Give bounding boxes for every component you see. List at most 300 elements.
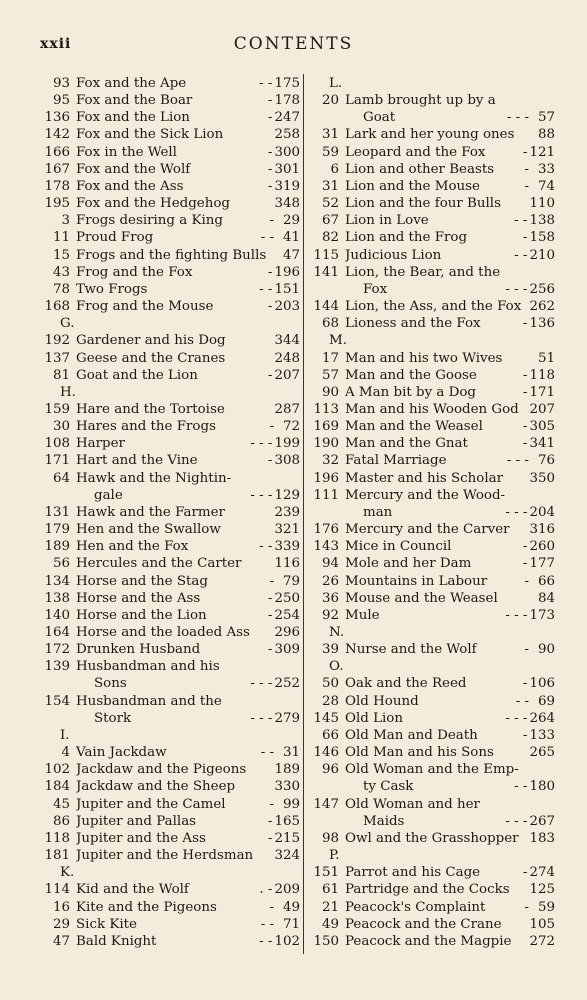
section-letter: L. <box>329 76 343 91</box>
entry-title: Old Hound <box>345 693 419 709</box>
contents-entry <box>36 521 300 538</box>
fable-number: 154 <box>44 693 70 709</box>
page-reference: 76 <box>537 453 555 469</box>
fable-number: 98 <box>321 830 339 846</box>
fable-number: 195 <box>44 196 70 212</box>
page-reference: 84 <box>537 590 555 606</box>
leader-dots: - <box>267 110 273 126</box>
entry-title: Old Lion <box>345 710 403 726</box>
entry-title: Lamb brought up by a <box>345 93 496 109</box>
contents-entry <box>305 641 555 658</box>
entry-continuation <box>305 109 555 126</box>
leader-dots: - <box>267 830 273 846</box>
contents-entry <box>305 933 555 950</box>
page-reference: 209 <box>274 882 300 898</box>
fable-number: 61 <box>321 882 339 898</box>
entry-title: Hares and the Frogs <box>76 419 216 435</box>
page-reference: 178 <box>274 93 300 109</box>
contents-entry <box>36 624 300 641</box>
leader-dots: - <box>267 642 273 658</box>
fable-number: 6 <box>330 161 339 177</box>
page-reference: 254 <box>274 607 300 623</box>
fable-number: 32 <box>321 453 339 469</box>
contents-entry <box>36 796 300 813</box>
page-reference: 105 <box>529 916 555 932</box>
leader-dots: - <box>522 727 528 743</box>
entry-title: Jupiter and Pallas <box>76 813 197 829</box>
leader-dots: - - <box>259 933 273 949</box>
contents-entry <box>36 555 300 572</box>
page-reference: 116 <box>274 556 300 572</box>
fable-number: 190 <box>313 436 339 452</box>
fable-number: 96 <box>321 762 339 778</box>
page-reference: 204 <box>529 504 555 520</box>
page-reference <box>531 487 555 504</box>
contents-entry <box>36 161 300 178</box>
contents-entry <box>305 573 555 590</box>
fable-number: 143 <box>313 539 339 555</box>
entry-title: Leopard and the Fox <box>345 144 486 160</box>
contents-entry <box>36 538 300 555</box>
entry-title: Jupiter and the Camel <box>76 796 226 812</box>
fable-number: 184 <box>44 779 70 795</box>
page-reference: 88 <box>537 127 555 143</box>
page-reference: 300 <box>274 144 300 160</box>
entry-title: Man and the Gnat <box>345 436 468 452</box>
page-reference: 41 <box>282 230 300 246</box>
contents-entry <box>36 658 300 675</box>
entry-title: Old Man and Death <box>345 727 478 743</box>
fable-number: 3 <box>61 213 70 229</box>
entry-title: Mountains in Labour <box>345 573 488 589</box>
entry-title: Fox and the Ape <box>76 76 187 91</box>
entry-title: Jackdaw and the Sheep <box>76 779 236 795</box>
leader-dots: - <box>522 144 528 160</box>
fable-number: 115 <box>313 247 339 263</box>
leader-dots: - <box>522 436 528 452</box>
contents-entry <box>36 92 300 109</box>
leader-dots: - - <box>514 213 528 229</box>
entry-continuation <box>305 281 555 298</box>
page-reference: 102 <box>274 933 300 949</box>
fable-number: 118 <box>44 830 70 846</box>
entry-title: Oak and the Reed <box>345 676 467 692</box>
contents-entry <box>36 761 300 778</box>
fable-number: 114 <box>44 882 70 898</box>
fable-number: 176 <box>313 522 339 538</box>
page-title: CONTENTS <box>233 34 354 54</box>
fable-number: 108 <box>44 436 70 452</box>
page-reference <box>531 264 555 281</box>
section-letter: K. <box>60 865 75 881</box>
entry-title: Bald Knight <box>76 933 157 949</box>
leader-dots: - <box>269 796 274 812</box>
leader-dots: - <box>267 607 273 623</box>
page-reference: 256 <box>529 281 555 297</box>
entry-title: Parrot and his Cage <box>345 865 481 881</box>
entry-title: Horse and the Stag <box>76 573 208 589</box>
contents-entry <box>36 144 300 161</box>
fable-number: 134 <box>44 573 70 589</box>
leader-dots: - <box>524 573 529 589</box>
leader-dots: - - <box>259 281 273 297</box>
fable-number: 150 <box>313 933 339 949</box>
entry-title: Lion and the Frog <box>345 230 468 246</box>
fable-number: 49 <box>321 916 339 932</box>
page-reference: 321 <box>274 522 300 538</box>
page-reference: 158 <box>529 230 555 246</box>
fable-number: 159 <box>44 401 70 417</box>
entry-title: A Man bit by a Dog <box>345 384 476 400</box>
fable-number: 45 <box>52 796 70 812</box>
page-reference <box>276 693 300 710</box>
leader-dots: - - <box>514 247 528 263</box>
entry-title: Peacock and the Magpie <box>345 933 512 949</box>
entry-title: Hawk and the Nightin- <box>76 470 232 486</box>
page-reference: 72 <box>282 419 300 435</box>
fable-number: 178 <box>44 178 70 194</box>
entry-title: Man and his Wooden God <box>345 401 519 417</box>
entry-title: Horse and the loaded Ass <box>76 625 250 640</box>
leader-dots: - - <box>259 539 273 555</box>
entry-continuation <box>36 710 300 727</box>
entry-title: Proud Frog <box>76 230 154 246</box>
fable-number: 21 <box>321 899 339 915</box>
page-reference: 74 <box>537 178 555 194</box>
entry-title: Goat <box>363 110 396 126</box>
fable-number: 90 <box>321 384 339 400</box>
entry-title: Hercules and the Carter <box>76 556 242 572</box>
page-reference: 215 <box>274 830 300 846</box>
entry-title: Gardener and his Dog <box>76 333 226 349</box>
fable-number: 4 <box>61 745 70 761</box>
leader-dots: - - <box>515 693 529 709</box>
fable-number: 56 <box>52 556 70 572</box>
contents-right-column <box>305 75 555 950</box>
contents-entry <box>36 418 300 435</box>
contents-entry <box>36 75 300 92</box>
fable-number: 39 <box>321 642 339 658</box>
leader-dots: - <box>267 161 273 177</box>
fable-number: 151 <box>313 865 339 881</box>
entry-title: Kite and the Pigeons <box>76 899 217 915</box>
entry-title: Fox and the Hedgehog <box>76 196 230 212</box>
contents-entry <box>305 607 555 624</box>
page-reference: 262 <box>529 299 555 315</box>
fable-number: 136 <box>44 110 70 126</box>
page-reference: 239 <box>274 504 300 520</box>
fable-number: 64 <box>52 470 70 486</box>
page-reference: 33 <box>537 161 555 177</box>
contents-entry <box>305 418 555 435</box>
contents-entry <box>305 212 555 229</box>
leader-dots: - <box>522 230 528 246</box>
fable-number: 93 <box>52 76 70 91</box>
fable-number: 139 <box>44 659 70 675</box>
entry-title: Owl and the Grasshopper <box>345 830 519 846</box>
fable-number: 81 <box>52 367 70 383</box>
section-letter: O. <box>329 659 344 675</box>
contents-entry <box>305 710 555 727</box>
page-reference: 165 <box>274 813 300 829</box>
fable-number: 28 <box>321 693 339 709</box>
contents-entry <box>36 435 300 452</box>
page-reference: 118 <box>529 367 555 383</box>
page-reference: 129 <box>274 487 300 503</box>
leader-dots: - <box>269 573 274 589</box>
fable-number: 137 <box>44 350 70 366</box>
entry-title: Man and the Goose <box>345 367 477 383</box>
page-reference: 301 <box>274 161 300 177</box>
entry-title: Stork <box>94 710 132 726</box>
fable-number: 102 <box>44 762 70 778</box>
entry-title: Husbandman and his <box>76 659 220 675</box>
entry-continuation <box>305 813 555 830</box>
contents-entry <box>305 229 555 246</box>
entry-title: Lark and her young ones <box>345 127 515 143</box>
contents-entry <box>305 367 555 384</box>
page-reference <box>531 92 555 109</box>
contents-entry <box>305 298 555 315</box>
leader-dots: - <box>267 264 273 280</box>
page-reference <box>531 761 555 778</box>
entry-title: Master and his Scholar <box>345 470 504 486</box>
leader-dots: - <box>522 316 528 332</box>
fable-number: 171 <box>44 453 70 469</box>
fable-number: 168 <box>44 299 70 315</box>
contents-entry <box>36 281 300 298</box>
entry-title: Mice in Council <box>345 539 452 555</box>
contents-entry <box>36 847 300 864</box>
leader-dots: - - - <box>505 813 528 829</box>
page-reference: 57 <box>537 110 555 126</box>
fable-number: 196 <box>313 470 339 486</box>
contents-entry <box>305 247 555 264</box>
contents-entry <box>36 813 300 830</box>
page-reference: 252 <box>274 676 300 692</box>
entry-continuation <box>305 778 555 795</box>
page-reference: 260 <box>529 539 555 555</box>
entry-continuation <box>36 675 300 692</box>
page-reference: 189 <box>274 762 300 778</box>
entry-title: Fox <box>363 281 388 297</box>
entry-title: Mole and her Dam <box>345 556 472 572</box>
contents-left-column <box>36 75 300 950</box>
page-reference: 258 <box>274 127 300 143</box>
entry-title: Kid and the Wolf <box>76 882 189 898</box>
entry-title: Geese and the Cranes <box>76 350 226 366</box>
fable-number: 15 <box>52 247 70 263</box>
contents-entry <box>36 367 300 384</box>
entry-title: Old Woman and her <box>345 796 480 812</box>
entry-title: Vain Jackdaw <box>76 745 167 761</box>
page-reference: 66 <box>537 573 555 589</box>
page-reference: 309 <box>274 642 300 658</box>
contents-entry <box>36 916 300 933</box>
contents-entry <box>36 830 300 847</box>
entry-title: Man and his two Wives <box>345 350 503 366</box>
fable-number: 57 <box>321 367 339 383</box>
page-reference: 207 <box>529 401 555 417</box>
page-reference: 171 <box>529 384 555 400</box>
leader-dots: - - - <box>250 710 273 726</box>
section-letter: N. <box>329 625 345 640</box>
leader-dots: - - - <box>505 281 528 297</box>
fable-number: 192 <box>44 333 70 349</box>
page-reference: 339 <box>274 539 300 555</box>
entry-title: Mouse and the Weasel <box>345 590 498 606</box>
fable-number: 181 <box>44 848 70 864</box>
leader-dots: - <box>267 144 273 160</box>
leader-dots: - <box>267 453 273 469</box>
page-reference: 344 <box>274 333 300 349</box>
contents-entry <box>305 916 555 933</box>
entry-title: Fatal Marriage <box>345 453 447 469</box>
contents-entry <box>305 521 555 538</box>
contents-entry <box>305 401 555 418</box>
page-reference: 133 <box>529 727 555 743</box>
contents-entry <box>305 470 555 487</box>
fable-number: 26 <box>321 573 339 589</box>
contents-entry <box>305 538 555 555</box>
contents-entry <box>305 830 555 847</box>
contents-entry <box>36 899 300 916</box>
page-reference <box>276 658 300 675</box>
contents-entry <box>36 641 300 658</box>
fable-number: 144 <box>313 299 339 315</box>
page-reference: 138 <box>529 213 555 229</box>
fable-number: 94 <box>321 556 339 572</box>
contents-entry <box>305 555 555 572</box>
entry-title: Drunken Husband <box>76 642 201 658</box>
leader-dots: - - - <box>506 110 529 126</box>
page-reference: 324 <box>274 848 300 864</box>
page-reference: 210 <box>529 247 555 263</box>
contents-entry <box>305 452 555 469</box>
page-reference: 79 <box>282 573 300 589</box>
fable-number: 145 <box>313 710 339 726</box>
entry-title: Lioness and the Fox <box>345 316 481 332</box>
contents-entry <box>36 881 300 898</box>
entry-title: Lion and other Beasts <box>345 161 495 177</box>
fable-number: 172 <box>44 642 70 658</box>
page-reference: 203 <box>274 299 300 315</box>
contents-entry <box>36 744 300 761</box>
fable-number: 92 <box>321 607 339 623</box>
entry-title: gale <box>94 487 123 503</box>
leader-dots: - - - <box>505 710 528 726</box>
fable-number: 11 <box>52 230 70 246</box>
page-reference: 207 <box>274 367 300 383</box>
fable-number: 113 <box>313 401 339 417</box>
entry-title: Lion in Love <box>345 213 429 229</box>
contents-entry <box>36 504 300 521</box>
fable-number: 167 <box>44 161 70 177</box>
entry-title: Fox and the Lion <box>76 110 190 126</box>
page-reference: 319 <box>274 178 300 194</box>
leader-dots: - <box>522 676 528 692</box>
leader-dots: - <box>524 161 529 177</box>
leader-dots: - <box>269 419 274 435</box>
contents-entry <box>36 298 300 315</box>
entry-title: Sons <box>94 676 127 692</box>
contents-entry <box>305 144 555 161</box>
entry-title: Nurse and the Wolf <box>345 642 477 658</box>
entry-title: Hen and the Swallow <box>76 522 221 538</box>
page-reference: 151 <box>274 281 300 297</box>
fable-number: 86 <box>52 813 70 829</box>
fable-number: 95 <box>52 93 70 109</box>
leader-dots: - <box>524 899 529 915</box>
contents-entry <box>305 796 555 813</box>
leader-dots: - - <box>260 745 274 761</box>
page-reference: 199 <box>274 436 300 452</box>
entry-title: Lion and the four Bulls <box>345 196 501 212</box>
entry-title: Hawk and the Farmer <box>76 504 225 520</box>
leader-dots: - <box>267 813 273 829</box>
page-reference: 175 <box>274 76 300 91</box>
entry-title: Man and the Weasel <box>345 419 483 435</box>
section-letter: M. <box>329 333 347 349</box>
contents-entry <box>305 178 555 195</box>
entry-title: Mule <box>345 607 380 623</box>
leader-dots: - - - <box>250 676 273 692</box>
page-reference: 47 <box>282 247 300 263</box>
page-reference: 183 <box>529 830 555 846</box>
contents-entry <box>36 229 300 246</box>
contents-entry <box>36 178 300 195</box>
entry-title: Old Man and his Sons <box>345 745 494 761</box>
contents-entry <box>305 384 555 401</box>
leader-dots: - - - <box>250 436 273 452</box>
entry-continuation <box>305 504 555 521</box>
fable-number: 82 <box>321 230 339 246</box>
leader-dots: - - <box>514 779 528 795</box>
page-reference: 29 <box>282 213 300 229</box>
page-reference: 265 <box>529 745 555 761</box>
entry-title: Fox and the Ass <box>76 178 184 194</box>
contents-entry <box>305 590 555 607</box>
fable-number: 29 <box>52 916 70 932</box>
contents-entry <box>305 161 555 178</box>
entry-title: Lion and the Mouse <box>345 178 480 194</box>
contents-entry <box>305 126 555 143</box>
entry-title: Frogs and the fighting Bulls <box>76 247 267 263</box>
contents-entry <box>305 435 555 452</box>
page-reference: 49 <box>282 899 300 915</box>
page-reference: 136 <box>529 316 555 332</box>
leader-dots: - <box>269 899 274 915</box>
entry-title: Fox and the Wolf <box>76 161 191 177</box>
leader-dots: - <box>522 539 528 555</box>
fable-number: 78 <box>52 281 70 297</box>
page-reference: 110 <box>529 196 555 212</box>
fable-number: 138 <box>44 590 70 606</box>
page-reference: 177 <box>529 556 555 572</box>
section-letter: P. <box>329 848 340 864</box>
fable-number: 36 <box>321 590 339 606</box>
leader-dots: - <box>522 419 528 435</box>
contents-entry <box>305 350 555 367</box>
contents-entry <box>36 264 300 281</box>
contents-entry <box>305 881 555 898</box>
contents-entry <box>36 195 300 212</box>
page-reference: 71 <box>282 916 300 932</box>
contents-entry <box>36 607 300 624</box>
fable-number: 47 <box>52 933 70 949</box>
fable-number: 31 <box>321 127 339 143</box>
leader-dots: - <box>522 367 528 383</box>
